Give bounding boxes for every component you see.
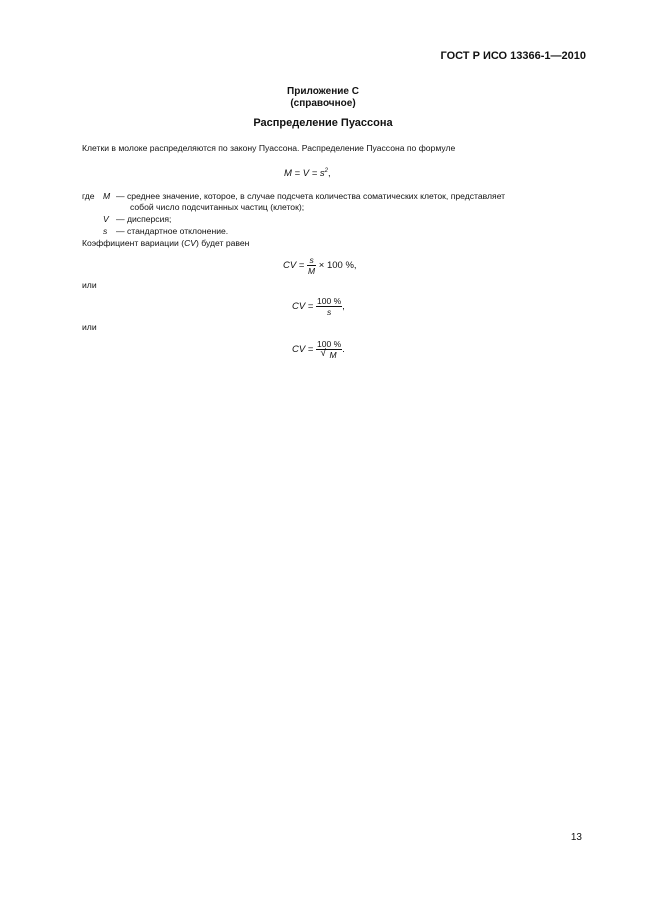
formula-cv-2-tail: , <box>342 301 345 313</box>
where-desc-v: — дисперсия; <box>116 214 172 224</box>
formula-cv-2 <box>292 296 345 317</box>
coefficient-sentence <box>82 238 249 249</box>
formula-cv-3-denominator <box>316 350 342 360</box>
appendix-title: Приложение С <box>287 86 359 97</box>
formula-cv-1-denominator: M <box>308 266 316 276</box>
formula-cv-2-denominator: s <box>326 307 332 317</box>
coefficient-before: Коэффициент вариации ( <box>82 238 185 248</box>
formula-cv-3-eq: = <box>307 344 314 356</box>
where-desc-m: — среднее значение, которое, в случае подсчета количества соматических клеток, представляет <box>116 191 506 201</box>
or-connector-2: или <box>82 322 97 332</box>
formula-cv-1 <box>283 255 357 276</box>
where-symbol-m: M <box>103 191 111 201</box>
appendix-subtitle: (справочное) <box>290 98 356 109</box>
formula-cv-3-numerator: 100 % <box>317 339 342 349</box>
formula-poisson <box>284 166 331 179</box>
formula-cv-1-numerator: s <box>307 255 316 266</box>
coefficient-after: ) будет равен <box>196 238 250 248</box>
page-number: 13 <box>570 832 582 843</box>
where-symbol-v: V <box>103 214 109 224</box>
formula-poisson-tail: , <box>328 168 331 180</box>
formula-cv-1-eq: = <box>298 260 305 272</box>
where-desc-s: — стандартное отклонение. <box>116 226 229 236</box>
standard-header: ГОСТ Р ИСО 13366-1—2010 <box>440 50 586 62</box>
formula-cv-3-fraction <box>316 339 342 360</box>
radical-icon: √ <box>320 348 327 359</box>
formula-poisson-exponent: 2 <box>324 168 328 174</box>
formula-cv-3-tail: . <box>342 344 345 356</box>
formula-cv-2-eq: = <box>307 301 314 313</box>
formula-cv-2-lhs: CV <box>292 301 306 313</box>
where-lead: где <box>82 191 95 201</box>
formula-cv-3-radicand: M <box>329 350 337 360</box>
formula-cv-2-fraction <box>316 296 342 317</box>
intro-paragraph: Клетки в молоке распределяются по закону Пуассона. Распределение Пуассона по формуле <box>82 143 456 153</box>
square-root <box>321 350 338 360</box>
formula-cv-1-tail: × 100 %, <box>318 260 357 272</box>
formula-poisson-lhs: M = V = s <box>284 168 325 180</box>
where-desc-m-cont: собой число подсчитанных частиц (клеток); <box>130 202 305 212</box>
section-title: Распределение Пуассона <box>253 117 393 129</box>
formula-cv-2-numerator: 100 % <box>317 296 342 306</box>
where-symbol-s: s <box>103 226 108 236</box>
formula-cv-3 <box>292 339 345 360</box>
formula-cv-1-lhs: CV <box>283 260 297 272</box>
formula-cv-3-lhs: CV <box>292 344 306 356</box>
or-connector-1: или <box>82 280 97 290</box>
coefficient-symbol: CV <box>184 238 197 248</box>
formula-cv-1-fraction <box>307 255 316 276</box>
